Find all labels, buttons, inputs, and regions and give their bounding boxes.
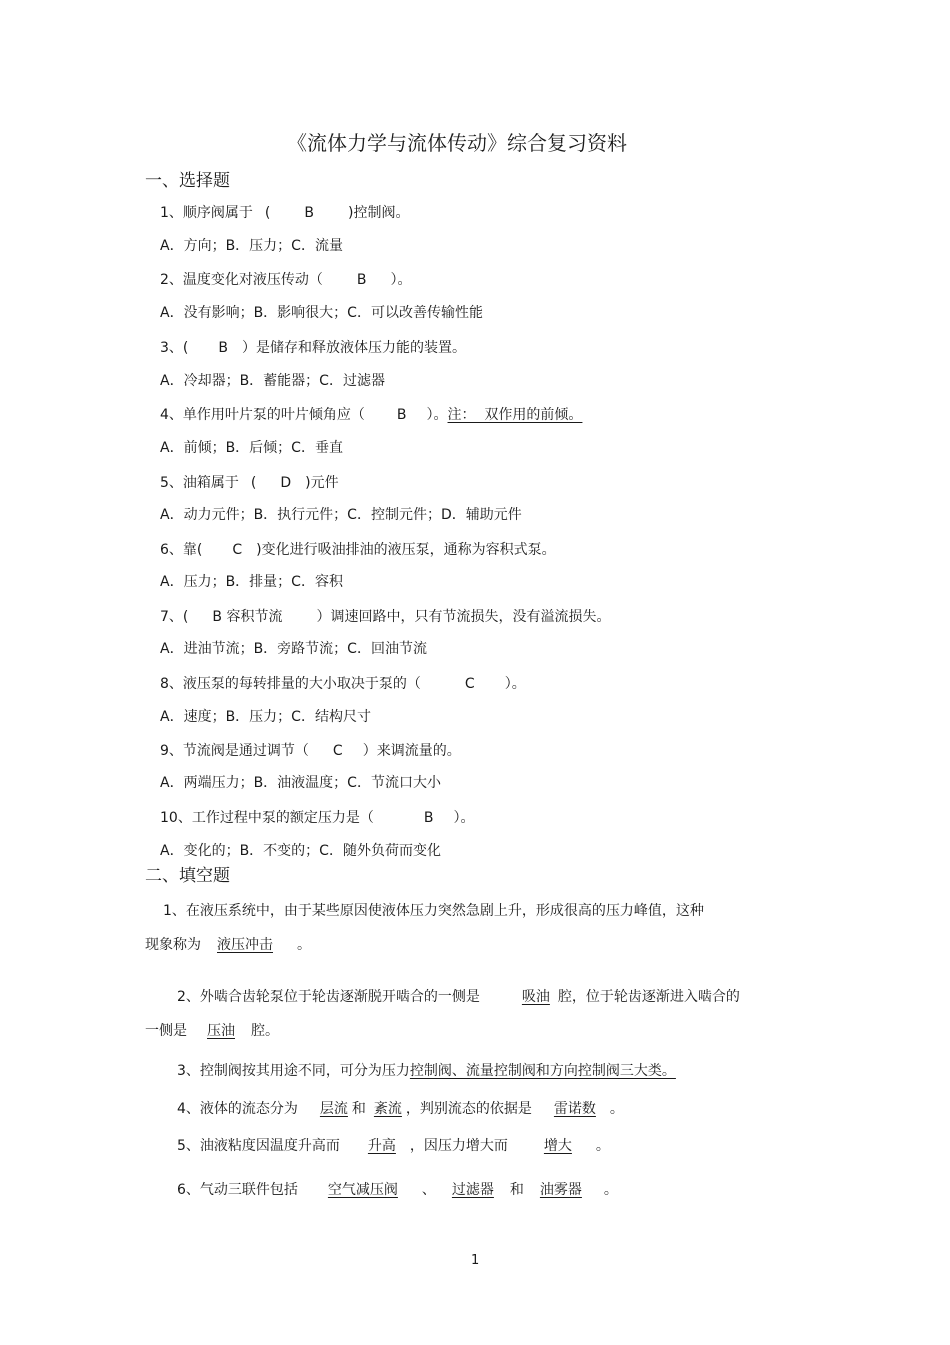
answer: C [464, 676, 475, 692]
question-3 [160, 339, 466, 357]
options-6: A．压力；B．排量；C．容积 [160, 574, 343, 590]
question-number: 3、 [160, 340, 183, 356]
question-text: 靠 [182, 542, 197, 558]
fill-question-5 [177, 1137, 610, 1155]
options-4: A．前倾；B．后倾；C．垂直 [160, 440, 343, 456]
open-paren: ( [196, 542, 203, 558]
question-text: 一侧是 [145, 1023, 187, 1039]
question-10 [160, 809, 474, 827]
question-text: 顺序阀属于 [182, 205, 253, 221]
question-text-tail: 控制阀。 [353, 205, 410, 221]
open-paren: （ [350, 407, 365, 423]
answer: C [332, 743, 343, 759]
question-text: 5、油液粘度因温度升高而 [177, 1138, 340, 1154]
close-paren: ) [256, 542, 262, 558]
question-9 [160, 742, 461, 760]
page-number: 1 [471, 1253, 480, 1268]
question-text-tail: 元件 [310, 475, 339, 491]
question-7 [160, 608, 610, 626]
question-1 [160, 204, 409, 222]
open-paren: （ [359, 810, 374, 826]
options-2: A．没有影响；B．影响很大；C．可以改善传输性能 [160, 305, 483, 321]
open-paren: （ [406, 676, 421, 692]
question-5 [160, 474, 339, 492]
question-text-tail: 是储存和释放液体压力能的装置。 [256, 340, 466, 356]
question-text-tail: 。 [397, 272, 412, 288]
options-7: A．进油节流；B．旁路节流；C．回油节流 [160, 641, 427, 657]
question-text: 液压泵的每转排量的大小取决于泵的 [182, 676, 407, 692]
section-heading-choice: 一、选择题 [145, 171, 230, 191]
question-text: 6、气动三联件包括 [177, 1182, 298, 1198]
fill-question-2-line1 [177, 988, 740, 1006]
question-text: ，判别流态的依据是 [405, 1101, 532, 1117]
question-4 [160, 406, 598, 424]
section-heading-fill: 二、填空题 [145, 866, 230, 886]
question-text: 工作过程中泵的额定压力是 [191, 810, 360, 826]
question-text-tail: 调速回路中，只有节流损失，没有溢流损失。 [330, 609, 611, 625]
question-text: 单作用叶片泵的叶片倾角应 [182, 407, 351, 423]
question-text: 现象称为 [145, 937, 201, 953]
question-text-tail: 。 [609, 1101, 624, 1117]
question-text: 3、控制阀按其用途不同，可分为压力 [177, 1063, 410, 1079]
question-text: 和 [351, 1101, 366, 1117]
fill-question-4 [177, 1100, 624, 1118]
question-number: 8、 [160, 676, 183, 692]
question-text-tail: 。 [433, 407, 448, 423]
fill-answer: 层流 [319, 1101, 348, 1117]
question-text-tail: 。 [297, 937, 311, 953]
fill-answer: 空气减压阀 [327, 1182, 398, 1198]
question-text-tail: 。 [460, 810, 475, 826]
question-number: 6、 [160, 542, 183, 558]
close-paren: ） [316, 609, 331, 625]
close-paren: ） [362, 743, 377, 759]
question-text-tail: 变化进行吸油排油的液压泵，通称为容积式泵。 [261, 542, 556, 558]
fill-answer: 增大 [543, 1138, 572, 1154]
fill-answer: 吸油 [521, 989, 550, 1005]
close-paren: ） [390, 272, 398, 288]
question-text: 、 [421, 1182, 436, 1198]
fill-question-1-line1: 1、在液压系统中，由于某些原因使液体压力突然急剧上升，形成很高的压力峰值，这种 [163, 903, 704, 919]
question-6 [160, 541, 556, 559]
answer: B 容积节流 [212, 609, 283, 625]
question-text-tail: 腔，位于轮齿逐渐进入啮合的 [557, 989, 740, 1005]
open-paren: ( [182, 340, 189, 356]
fill-question-2-line2 [145, 1022, 279, 1040]
open-paren: ( [264, 205, 271, 221]
fill-answer: 压油 [207, 1023, 235, 1039]
question-text: 节流阀是通过调节 [182, 743, 295, 759]
answer: C [232, 542, 243, 558]
question-text-tail: 来调流量的。 [376, 743, 461, 759]
answer-note: 注： 双作用的前倾。 [447, 407, 583, 423]
question-text: 和 [509, 1182, 524, 1198]
fill-answer: 紊流 [373, 1101, 402, 1117]
question-text: 油箱属于 [182, 475, 239, 491]
question-number: 2、 [160, 272, 183, 288]
answer: B [396, 407, 407, 423]
answer: B [304, 205, 314, 221]
options-1: A．方向；B．压力；C．流量 [160, 238, 343, 254]
question-text-tail: 。 [511, 676, 526, 692]
fill-answer: 升高 [367, 1138, 396, 1154]
question-8 [160, 675, 526, 693]
answer: B [423, 810, 434, 826]
answer: B [356, 272, 367, 288]
fill-answer: 液压冲击 [217, 937, 273, 953]
close-paren: ） [426, 407, 434, 423]
fill-answer: 雷诺数 [553, 1101, 596, 1117]
fill-question-1-line2 [145, 936, 311, 954]
close-paren: ) [348, 205, 354, 221]
options-8: A．速度；B．压力；C．结构尺寸 [160, 709, 371, 725]
fill-answer: 过滤器 [451, 1182, 494, 1198]
fill-question-6 [177, 1181, 618, 1199]
close-paren: ） [504, 676, 512, 692]
fill-answer: 控制阀、流量控制阀和方向控制阀三大类。 [409, 1063, 676, 1079]
options-3: A．冷却器；B．蓄能器；C．过滤器 [160, 373, 385, 389]
question-text-tail: 。 [595, 1138, 610, 1154]
close-paren: ） [242, 340, 256, 356]
question-number: 4、 [160, 407, 183, 423]
question-text-tail: 腔。 [251, 1023, 279, 1039]
question-text: 2、外啮合齿轮泵位于轮齿逐渐脱开啮合的一侧是 [177, 989, 480, 1005]
options-9: A．两端压力；B．油液温度；C．节流口大小 [160, 775, 441, 791]
question-number: 9、 [160, 743, 183, 759]
document-title: 《流体力学与流体传动》综合复习资料 [287, 131, 627, 155]
close-paren: ) [305, 475, 311, 491]
options-10: A．变化的；B．不变的；C．随外负荷而变化 [160, 843, 441, 859]
question-text-tail: 。 [603, 1182, 618, 1198]
question-text: 4、液体的流态分为 [177, 1101, 298, 1117]
open-paren: ( [182, 609, 189, 625]
open-paren: ( [250, 475, 257, 491]
question-text: ，因压力增大而 [409, 1138, 508, 1154]
close-paren: ） [453, 810, 461, 826]
open-paren: （ [294, 743, 309, 759]
question-number: 5、 [160, 475, 183, 491]
fill-question-3 [177, 1062, 676, 1080]
question-text: 温度变化对液压传动 [182, 272, 309, 288]
question-number: 10、 [160, 810, 192, 826]
open-paren: （ [308, 272, 323, 288]
question-2 [160, 271, 412, 289]
answer: D [280, 475, 292, 491]
question-number: 1、 [160, 205, 183, 221]
options-5: A．动力元件；B．执行元件；C．控制元件；D．辅助元件 [160, 507, 522, 523]
question-number: 7、 [160, 609, 183, 625]
answer: B [218, 340, 228, 356]
fill-answer: 油雾器 [539, 1182, 582, 1198]
